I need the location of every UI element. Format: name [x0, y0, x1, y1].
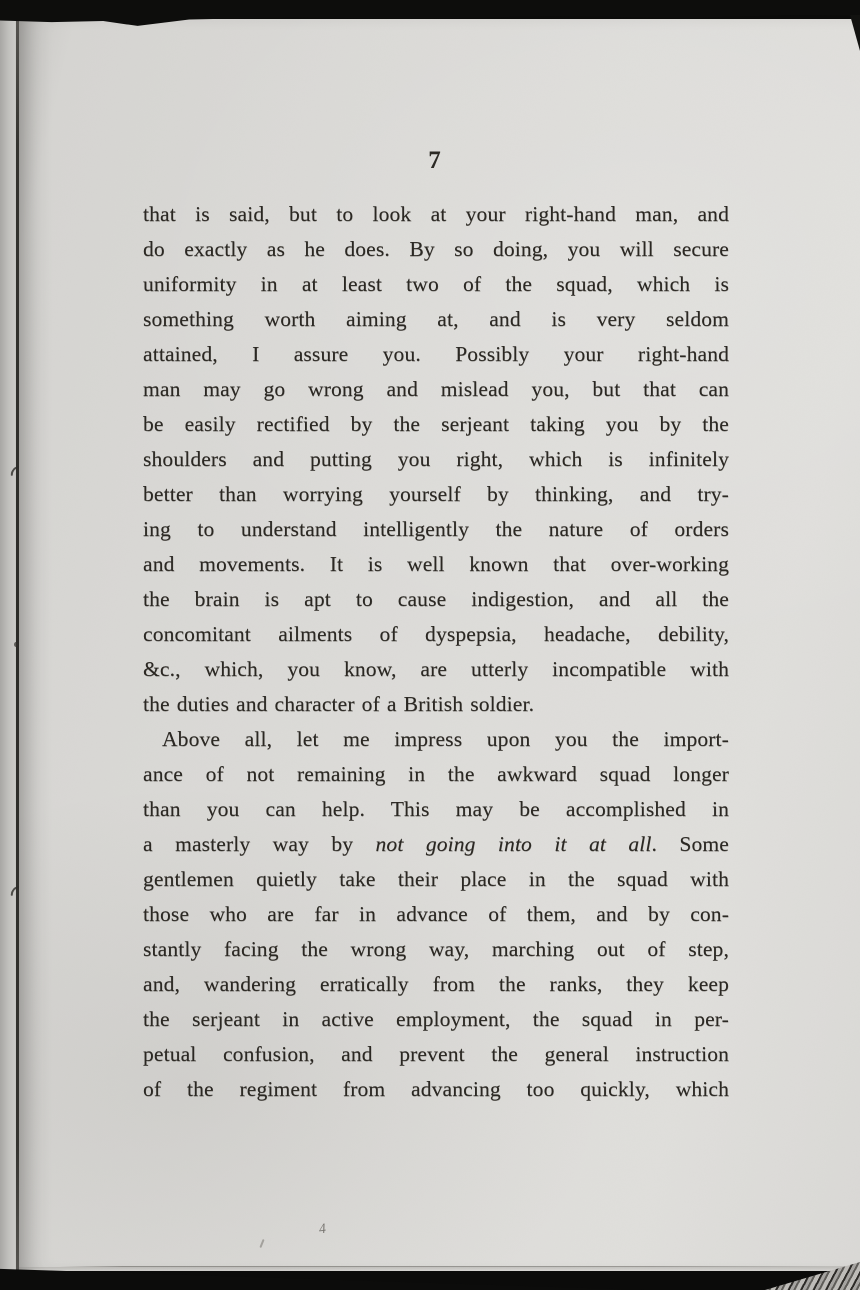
- text-segment: man may go wrong and mislead you, but that can: [143, 377, 729, 401]
- text-segment: . Some: [651, 832, 729, 856]
- text-segment: and movements. It is well known that over-working: [143, 552, 729, 576]
- paragraph: [143, 722, 729, 1107]
- text-line: [143, 477, 729, 512]
- text-line: [143, 1037, 729, 1072]
- text-segment: of the regiment from advancing too quickly, which: [143, 1077, 729, 1101]
- text-segment: the serjeant in active employment, the squad in per-: [143, 1007, 729, 1031]
- text-segment: and, wandering erratically from the ranks, they keep: [143, 972, 729, 996]
- text-block: [143, 197, 729, 1107]
- italic-text-segment: not going into it at all: [375, 832, 652, 856]
- text-segment: ance of not remaining in the awkward squad longer: [143, 762, 729, 786]
- text-line: [143, 407, 729, 442]
- text-line: [143, 372, 729, 407]
- text-segment: a masterly way by: [143, 832, 376, 856]
- book-page: [19, 19, 860, 1271]
- text-line: [143, 967, 729, 1002]
- text-segment: that is said, but to look at your right-hand man, and: [143, 202, 729, 226]
- text-segment: do exactly as he does. By so doing, you will secure: [143, 237, 729, 261]
- text-segment: those who are far in advance of them, and by con-: [143, 902, 729, 926]
- text-line: [143, 687, 729, 722]
- text-line: [143, 582, 729, 617]
- text-line: [143, 897, 729, 932]
- text-segment: Above all, let me impress upon you the import-: [162, 727, 729, 751]
- text-segment: attained, I assure you. Possibly your right-hand: [143, 342, 729, 366]
- text-line: [143, 442, 729, 477]
- ink-speck: [259, 1239, 264, 1248]
- text-line: [143, 862, 729, 897]
- text-line: [143, 197, 729, 232]
- text-segment: better than worrying yourself by thinking, and try-: [143, 482, 729, 506]
- text-line: [143, 547, 729, 582]
- text-segment: &c., which, you know, are utterly incompatible with: [143, 657, 729, 681]
- text-line: [143, 302, 729, 337]
- text-segment: concomitant ailments of dyspepsia, headache, debility,: [143, 622, 729, 646]
- text-line: [143, 1072, 729, 1107]
- text-segment: gentlemen quietly take their place in the squad with: [143, 867, 729, 891]
- text-segment: petual confusion, and prevent the general instruction: [143, 1042, 729, 1066]
- text-segment: the duties and character of a British soldier.: [143, 692, 535, 716]
- text-line: [143, 652, 729, 687]
- text-line: [143, 1002, 729, 1037]
- text-line: [143, 337, 729, 372]
- text-line: [143, 757, 729, 792]
- text-line: [143, 232, 729, 267]
- text-line: [143, 827, 729, 862]
- text-line: [143, 792, 729, 827]
- text-segment: shoulders and putting you right, which is infinitely: [143, 447, 729, 471]
- text-line: [143, 722, 729, 757]
- text-segment: uniformity in at least two of the squad, which is: [143, 272, 729, 296]
- text-line: [143, 267, 729, 302]
- text-line: [143, 617, 729, 652]
- text-segment: than you can help. This may be accomplished in: [143, 797, 729, 821]
- text-segment: ing to understand intelligently the nature of orders: [143, 517, 729, 541]
- text-segment: stantly facing the wrong way, marching out of step,: [143, 937, 729, 961]
- bottom-page-curl-shadow: [19, 1267, 860, 1271]
- text-segment: the brain is apt to cause indigestion, and all the: [143, 587, 729, 611]
- page-number: 7: [428, 147, 442, 174]
- text-line: [143, 932, 729, 967]
- stitch-dot-icon: [14, 642, 18, 647]
- signature-mark: 4: [317, 1221, 327, 1238]
- text-segment: something worth aiming at, and is very seldom: [143, 307, 729, 331]
- paragraph: [143, 197, 729, 722]
- text-segment: be easily rectified by the serjeant taking you by the: [143, 412, 729, 436]
- text-line: [143, 512, 729, 547]
